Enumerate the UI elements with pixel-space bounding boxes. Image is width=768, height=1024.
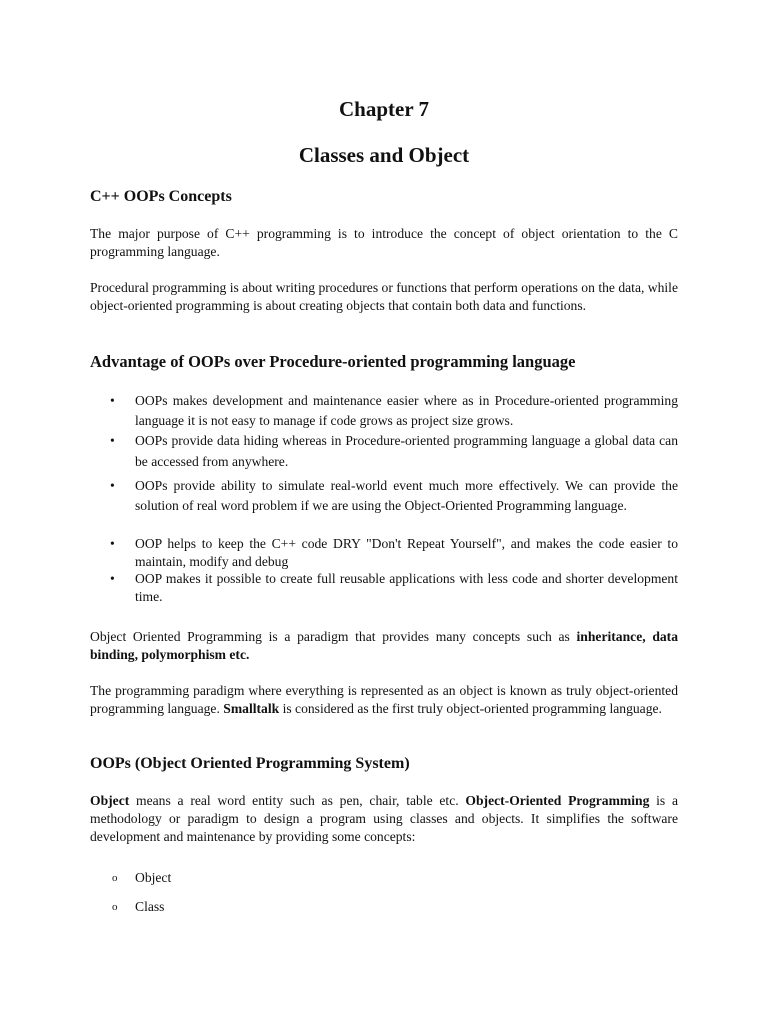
chapter-number: Chapter 7 — [338, 97, 430, 121]
chapter-title: Classes and Object — [298, 143, 470, 167]
section-heading-oops-concepts: C++ OOPs Concepts — [90, 188, 232, 205]
circle-bullet-icon: o — [112, 901, 118, 913]
paragraph-truly-oop: The programming paradigm where everything is represented as an object is known as truly object-oriented programming language. Smalltalk is considered as the first truly object-oriented programming language. — [90, 683, 678, 716]
list-item — [90, 868, 171, 897]
paragraph-object-definition: Object means a real word entity such as pen, chair, table etc. Object-Oriented Programming is a methodology or paradigm to design a program using classes and objects. It simplifies the software development and maintenance by providing some concepts: — [90, 793, 679, 844]
list-item-text: Object — [135, 870, 172, 885]
advantages-list — [90, 391, 678, 605]
concepts-list — [90, 868, 171, 926]
bold-smalltalk: Smalltalk — [223, 701, 280, 716]
bullet-icon: • — [110, 393, 115, 408]
paragraph-purpose: The major purpose of C++ programming is to introduce the concept of object orientation to the C programming language. — [90, 226, 678, 259]
section-heading-oops-system: OOPs (Object Oriented Programming System) — [90, 755, 410, 772]
bold-concepts: inheritance, data binding, polymorphism etc. — [90, 629, 678, 662]
bold-oop: Object-Oriented Programming — [465, 793, 650, 808]
list-item — [90, 476, 678, 535]
list-item — [90, 430, 678, 476]
list-item — [90, 897, 171, 926]
paragraph-procedural: Procedural programming is about writing procedures or functions that perform operations on the data, while object-oriented programming is about creating objects that contain both data and functions. — [90, 280, 678, 313]
paragraph-paradigm: Object Oriented Programming is a paradigm that provides many concepts such as inheritance, data binding, polymorphism etc. — [90, 629, 678, 662]
list-item-text: OOPs provide ability to simulate real-world event much more effectively. We can provide the solution of real word problem if we are using the Object-Oriented Programming language. — [135, 478, 678, 513]
list-item-text: OOPs provide data hiding whereas in Procedure-oriented programming language a global data can be accessed from anywhere. — [135, 433, 678, 469]
list-item-text: OOP helps to keep the C++ code DRY "Don't Repeat Yourself", and makes the code easier to maintain, modify and debug — [135, 536, 678, 569]
bold-object: Object — [90, 793, 130, 808]
list-item-text: OOP makes it possible to create full reusable applications with less code and shorter development time. — [135, 571, 678, 604]
list-item — [90, 570, 678, 605]
circle-bullet-icon: o — [112, 872, 118, 884]
list-item — [90, 391, 678, 430]
list-item-text: Class — [135, 899, 165, 914]
section-heading-advantages: Advantage of OOPs over Procedure-oriented programming language — [90, 352, 576, 371]
list-item-text: OOPs makes development and maintenance easier where as in Procedure-oriented programming language it is not easy to manage if code grows as project size grows. — [135, 393, 678, 428]
bullet-icon: • — [110, 478, 115, 493]
bullet-icon: • — [110, 536, 115, 551]
bullet-icon: • — [110, 571, 115, 586]
bullet-icon: • — [110, 433, 115, 448]
list-item — [90, 535, 678, 570]
